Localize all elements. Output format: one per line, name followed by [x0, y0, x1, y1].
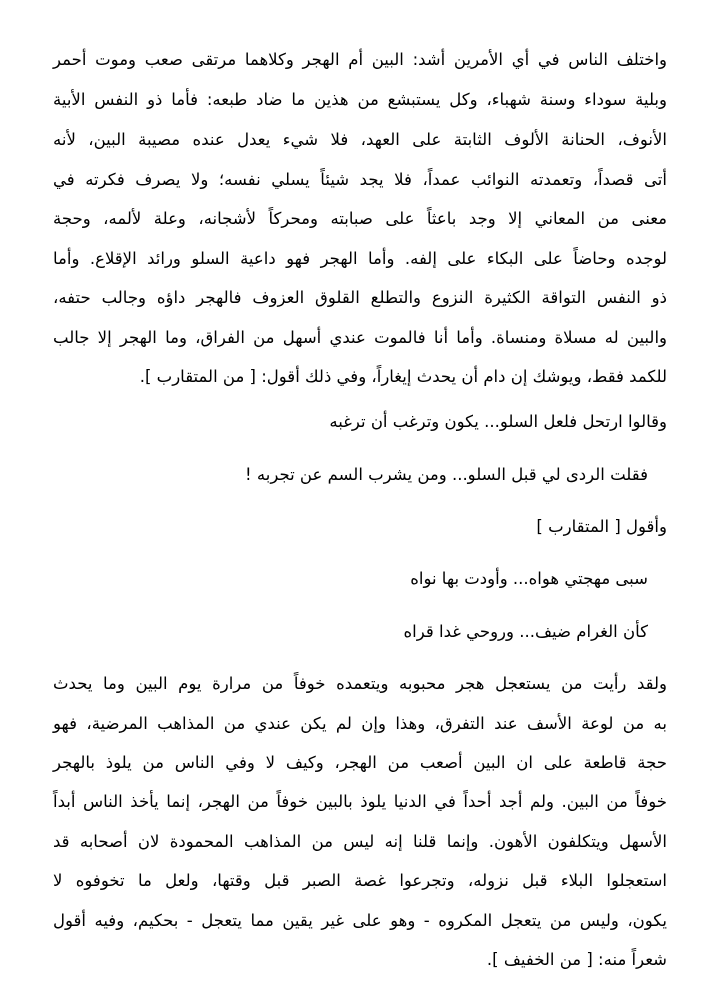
paragraph-1-line-3: الأنوف، الحنانة الألوف الثابتة على العهد، فلا شيء يعدل عنده مصيبة البين، لأنه: [53, 130, 667, 149]
paragraph-1-line-9: للكمد فقط، ويوشك إن دام أن يحدث إيغاراً، وفي ذلك أقول: [ من المتقارب ].: [139, 367, 667, 386]
paragraph-1-line-1: واختلف الناس في أي الأمرين أشد: البين أم الهجر وكلاهما مرتقى صعب وموت أحمر: [53, 50, 667, 69]
paragraph-1-line-5: معنى من المعاني إلا وجد باعثاً على صبابته ومحركاً لأشجانه، وعلة لألمه، وحجة: [53, 209, 667, 228]
verse-2-line-1: سبى مهجتي هواه... وأودت بها نواه: [410, 569, 648, 588]
paragraph-1-line-7: ذو النفس التواقة الكثيرة النزوع والتطلع القلوق العزوف فالهجر داؤه وجالب حتفه،: [53, 288, 667, 307]
paragraph-2-line-8: شعراً منه: [ من الخفيف ].: [486, 950, 667, 969]
paragraph-2-line-1: ولقد رأيت من يستعجل هجر محبوبه ويتعمده خوفاً من مرارة يوم البين وما يحدث: [53, 674, 667, 693]
paragraph-1-line-8: والبين له مسلاة ومنساة. وأما أنا فالموت عندي أسهل من الفراق، وما الهجر إلا جالب: [53, 328, 667, 347]
verse-heading: وأقول [ المتقارب ]: [536, 517, 667, 536]
paragraph-1-line-4: أتى قصداً، وتعمدته النوائب عمداً، فلا يجد شيئاً يسلي نفسه؛ ولا يصرف فكرته في: [53, 170, 667, 189]
verse-1-line-2: فقلت الردى لي قبل السلو... ومن يشرب السم عن تجربه !: [245, 465, 648, 484]
paragraph-2-line-5: الأسهل ويتكلفون الأهون. وإنما قلنا إنه ليس من المذاهب المحمودة لان أصحابه قد: [53, 832, 667, 851]
paragraph-1-line-6: لوجده وحاضاً على البكاء على إلفه. وأما الهجر فهو داعية السلو ورائد الإقلاع. وأما: [53, 249, 667, 268]
paragraph-1-line-2: وبلية سوداء وسنة شهباء، وكل يستبشع من هذين ما ضاد طبعه: فأما ذو النفس الأبية: [53, 90, 667, 109]
paragraph-2-line-7: يكون، وليس من يتعجل المكروه - وهو على غير يقين مما يتعجل - بحكيم، وفيه أقول: [53, 911, 667, 930]
paragraph-2-line-6: استعجلوا البلاء قبل نزوله، وتجرعوا غصة الصبر قبل وقتها، ولعل ما تخوفوه لا: [53, 871, 667, 890]
paragraph-2-line-2: به من لوعة الأسف عند التفرق، وهذا وإن لم يكن عندي من المذاهب المرضية، فهو: [53, 714, 667, 733]
verse-1-line-1: وقالوا ارتحل فلعل السلو... يكون وترغب أن ترغبه: [329, 412, 667, 431]
verse-2-line-2: كأن الغرام ضيف... وروحي غدا قراه: [403, 622, 648, 641]
paragraph-2-line-3: حجة قاطعة على ان البين أصعب من الهجر، وكيف لا وفي الناس من يلوذ بالهجر: [53, 753, 667, 772]
paragraph-2-line-4: خوفاً من البين. ولم أجد أحداً في الدنيا يلوذ بالبين خوفاً من الهجر، إنما يأخذ الناس أبداً: [53, 792, 667, 811]
